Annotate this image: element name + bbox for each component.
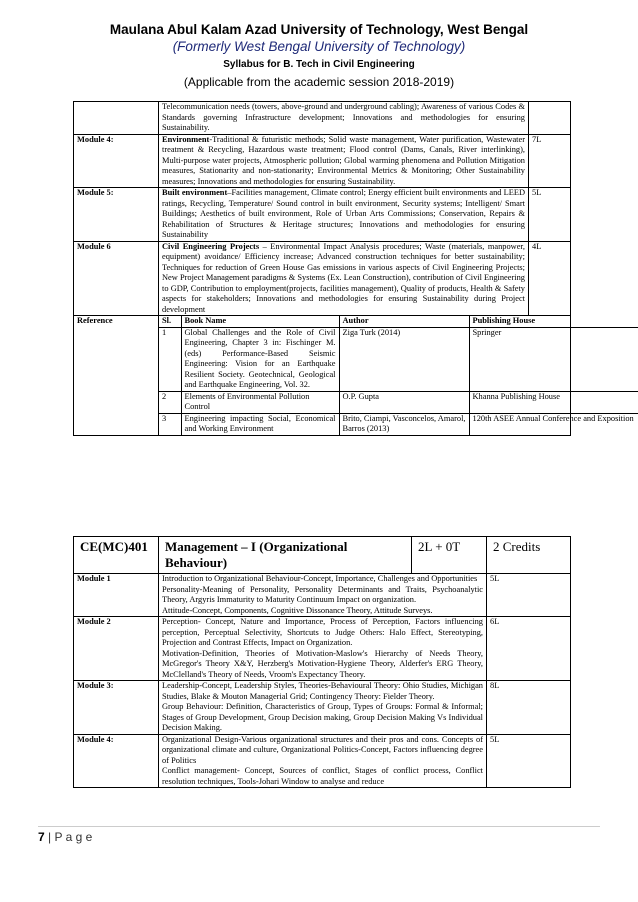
reference-table <box>159 316 638 435</box>
module-line: Group Behaviour: Definition, Characteristics of Group, Types of Groups: Formal & Informal; Stages of Group Development, Group Decision making, Group Decision Making Vs Individual Decision Making. <box>162 702 483 732</box>
page-footer <box>38 830 92 844</box>
course-credits: 2 Credits <box>487 537 571 574</box>
module-content <box>159 681 487 735</box>
ref-author: O.P. Gupta <box>339 391 469 413</box>
module-line: Introduction to Organizational Behaviour-Concept, Importance, Challenges and Opportunities <box>162 574 478 583</box>
module-line: Leadership-Concept, Leadership Styles, Theories-Behavioural Theory: Ohio Studies, Michigan Studies, Blake & Mouton Managerial Grid; Contingency Theory: Fielder Theory. <box>162 681 483 701</box>
ref-author: Brito, Ciampi, Vasconcelos, Amarol, Barros (2013) <box>339 413 469 435</box>
module-line: Personality-Meaning of Personality, Personality Determinants and Traits, Psychoanalytic Theory, Argyris Immaturity to Maturity Continuum Impact on organization. <box>162 584 483 604</box>
module-content <box>159 574 487 617</box>
module-hours: 5L <box>487 574 571 617</box>
ref-sl: 3 <box>159 413 181 435</box>
module-line: Attitude-Concept, Components, Cognitive Dissonance Theory, Attitude Surveys. <box>162 605 433 615</box>
module-content <box>159 134 529 188</box>
module-line: Conflict management- Concept, Sources of conflict, Stages of conflict process, Conflict resolution techniques, Tools-Johari Window to analyse and reduce <box>162 766 483 786</box>
table-row <box>159 327 638 391</box>
ref-col-sl: Sl. <box>159 316 181 327</box>
module-content <box>159 188 529 242</box>
module-content <box>159 617 487 681</box>
course-table <box>73 536 571 788</box>
ref-author: Ziga Turk (2014) <box>339 327 469 391</box>
table-row <box>159 391 638 413</box>
ref-col-publisher: Publishing House <box>469 316 638 327</box>
module-label: Module 4: <box>74 734 159 788</box>
ref-col-book: Book Name <box>181 316 339 327</box>
ref-book: Elements of Environmental Pollution Control <box>181 391 339 413</box>
ref-col-author: Author <box>339 316 469 327</box>
module-text: –Facilities management, Climate control; Energy efficient built environments and LEED ratings, Recycling, Temperature/ Sound control in built environment, Security systems; Intelligent/ Smart Buildings; Aesthetics of built environment, Role of Urban Arts Commissions; Conservation, Repairs & Rehabilitation of Structures & Heritage structures; Innovations and methodologies for ensuring Sustainability <box>162 188 525 239</box>
course-ltp: 2L + 0T <box>412 537 487 574</box>
module-line: Motivation-Definition, Theories of Motivation-Maslow's Hierarchy of Needs Theory, McGregor's Theory X&Y, Herzberg's Motivation-Hygiene Theory, Alderfer's ERG Theory, McClelland's Theory of Needs, Vroom's Expectancy Theory. <box>162 648 483 679</box>
module-label: Module 3: <box>74 681 159 735</box>
module-line: Perception- Concept, Nature and Importance, Process of Perception, Factors influencing perception, Perceptual Selectivity, Shortcuts to Judge Others: Halo Effect, Stereotyping, Projection and Contrast Effects, Impact on Organization. <box>162 617 483 647</box>
module-title: Civil Engineering Projects <box>162 241 260 251</box>
ref-sl: 2 <box>159 391 181 413</box>
course-header-row <box>74 537 571 574</box>
module-title: Environment <box>162 134 210 144</box>
module-line: Organizational Design-Various organizational structures and their pros and cons. Concepts of organizational climate and culture, Organizational Politics-Concept, Factors influencing degree of Politics <box>162 734 483 765</box>
page-label: | P a g e <box>48 830 93 844</box>
ref-publisher: Springer <box>469 327 638 391</box>
ref-publisher: 120th ASEE Annual Conference and Exposition <box>469 413 638 435</box>
module-content <box>159 734 487 788</box>
module-hours: 6L <box>487 617 571 681</box>
table-row <box>74 102 571 135</box>
page-number: 7 <box>38 830 45 844</box>
module-hours: 8L <box>487 681 571 735</box>
module-row <box>74 241 571 316</box>
former-name: (Formerly West Bengal University of Technology) <box>172 38 466 54</box>
module-label: Module 6 <box>74 241 159 316</box>
table-row <box>159 413 638 435</box>
module-text: – Environmental Impact Analysis procedures; Waste (materials, manpower, equipment) avoidance/ Efficiency increase; Advanced construction techniques for better sustainability; Techniques for reduction of Green House Gas emissions in various aspects of Civil Engineering Projects; New Project Management paradigms & Systems (Ex. Lean Construction), contribution of Civil Engineering to GDP, Contribution to employment(projects, facilities management), Quality of products, Health & Safety aspects for stakeholders; Innovations and methodologies for ensuring Sustainability during Project development <box>162 241 525 314</box>
reference-cell <box>159 316 634 436</box>
ref-sl: 1 <box>159 327 181 391</box>
university-name: Maulana Abul Kalam Azad University of Technology, West Bengal <box>109 22 529 37</box>
applicable-session: (Applicable from the academic session 2018-2019) <box>183 75 455 90</box>
module-label: Module 2 <box>74 617 159 681</box>
page-header <box>0 22 638 90</box>
module-row <box>74 617 571 681</box>
footer-divider <box>38 826 600 827</box>
reference-label: Reference <box>74 316 159 436</box>
ref-book: Global Challenges and the Role of Civil Engineering, Chapter 3 in: Fischinger M. (eds) Performance-Based Seismic Engineering: Vision for an Earthquake Resilient Society. Geotechnical, Geological and Earthquake Engineering, Vol. 32. <box>181 327 339 391</box>
module-label: Module 4: <box>74 134 159 188</box>
module-title: Built environment <box>162 188 228 197</box>
ref-publisher: Khanna Publishing House <box>469 391 638 413</box>
module-hours: 5L <box>487 734 571 788</box>
module-text: -Traditional & futuristic methods; Solid waste management, Water purification, Wastewater treatment & Recycling, Hazardous waste treatment; Flood control (Dams, Canals, River interlinking), Multi-purpose water projects, Atmospheric pollution; Global warming phenomena and Pollution Mitigation measures, Stationarity and non-stationarity; Environmental Metrics & Monitoring; Other Sustainability measures; Innovations and methodologies for ensuring Sustainability. <box>162 134 525 186</box>
syllabus-title: Syllabus for B. Tech in Civil Engineering <box>223 58 415 70</box>
course-title: Management – I (Organizational Behaviour) <box>159 537 412 574</box>
ref-book: Engineering impacting Social, Economical and Working Environment <box>181 413 339 435</box>
module-label: Module 1 <box>74 574 159 617</box>
module-row <box>74 574 571 617</box>
module-row <box>74 134 571 188</box>
module-row <box>74 734 571 788</box>
module-row <box>74 188 571 242</box>
reference-header-row <box>159 316 638 327</box>
module-label: Module 5: <box>74 188 159 242</box>
module-row <box>74 681 571 735</box>
syllabus-table-continued <box>73 101 634 436</box>
module-hours: 7L <box>529 134 571 188</box>
module-hours: 5L <box>529 188 571 242</box>
reference-row <box>74 316 571 436</box>
module-content <box>159 241 529 316</box>
continued-text: Telecommunication needs (towers, above-ground and underground cabling); Awareness of various Codes & Standards governing Infrastructure development; Innovations and methodologies for ensuring Sustainability. <box>159 102 529 135</box>
course-code: CE(MC)401 <box>74 537 159 574</box>
module-hours: 4L <box>529 241 571 316</box>
